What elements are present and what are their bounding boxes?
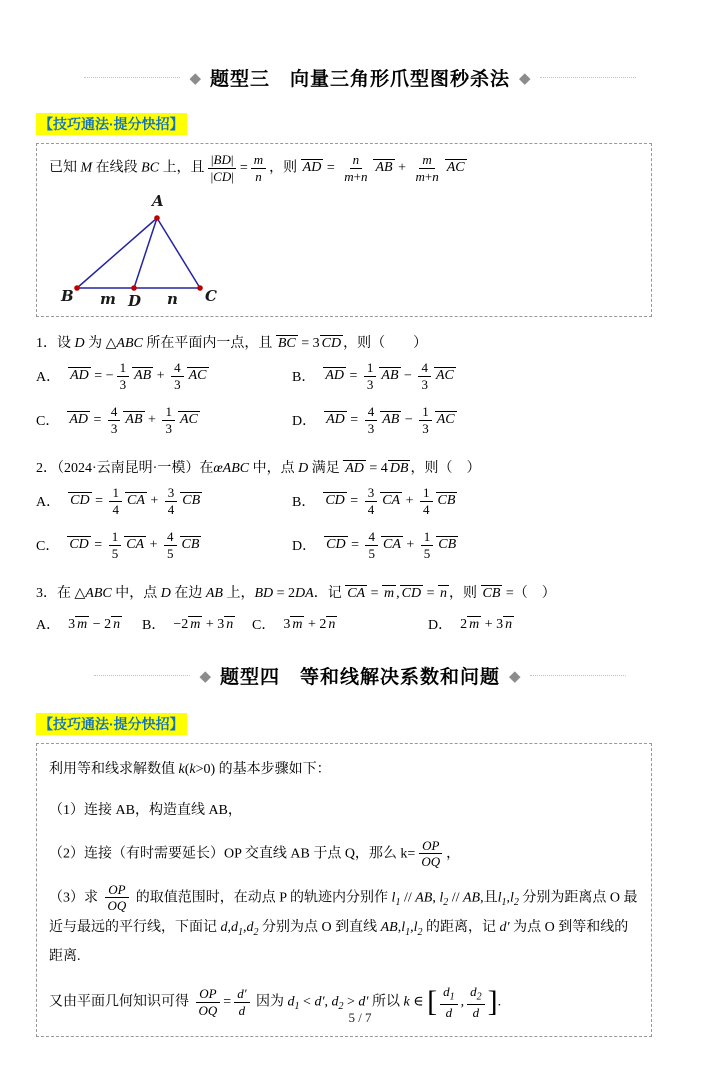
tip-line-4: （3）求 $\frac{OP}{OQ}$ 的取值范围时，在动点 P 的轨迹内分别作 $l_1$ // AB, $l_2$ // AB,且$l_1,l_2$ 分别为距离点 O 最近与最远的平行线，下面记 $d,d_1,d_2$ 分别为点 O 到直线 $AB,l_1,l_2$ 的距离，记 d′ 为点 O 到等和线的距离. bbox=[49, 881, 638, 965]
vertex-label-c: C bbox=[205, 287, 217, 306]
option-label: C． bbox=[252, 618, 276, 634]
claw-formula-line: 已知 M 在线段 BC 上，且 $\frac{|BD|}{|CD|}$ = $\frac{m}{n}$ ，则 AD = $\frac{n}{m+n}$ AB + $\frac{m}{m+n}$ AC bbox=[49, 152, 465, 184]
option-math: CD = $\frac{4}{5}$ CA + $\frac{1}{5}$ CB bbox=[326, 529, 457, 561]
vertex-label-b: B bbox=[61, 287, 74, 306]
tip-box-section4 bbox=[36, 743, 652, 1037]
triangle-diagram bbox=[55, 188, 475, 312]
page-content-2 bbox=[36, 689, 652, 1037]
option-item bbox=[292, 398, 652, 442]
option-item bbox=[36, 479, 292, 523]
option-label: C． bbox=[36, 414, 60, 430]
option-math: CD = $\frac{1}{5}$ CA + $\frac{4}{5}$ CB bbox=[69, 529, 200, 561]
option-label: D． bbox=[292, 414, 317, 430]
divider-dotline-left bbox=[94, 675, 190, 676]
page-footer: 5 / 7 bbox=[348, 1010, 372, 1025]
option-item bbox=[428, 612, 514, 636]
option-math: CD = $\frac{3}{4}$ CA + $\frac{1}{4}$ CB bbox=[325, 485, 456, 517]
option-item bbox=[36, 354, 292, 398]
option-math: AD = $\frac{4}{3}$ AB − $\frac{1}{3}$ AC bbox=[326, 404, 455, 436]
tip-line-1: 利用等和线求解数值 k(k>0) 的基本步骤如下： bbox=[49, 762, 331, 778]
diamond-icon: ◆ bbox=[199, 666, 211, 685]
diamond-icon: ◆ bbox=[189, 68, 201, 87]
page-content bbox=[36, 91, 652, 636]
option-math: AD = $\frac{1}{3}$ AB − $\frac{4}{3}$ AC bbox=[325, 360, 454, 392]
section-3-title: 题型三 向量三角形爪型图秒杀法 bbox=[209, 69, 510, 90]
section-3-heading bbox=[0, 64, 720, 91]
option-label: D． bbox=[428, 618, 453, 634]
section-4-title: 题型四 等和线解决系数和问题 bbox=[219, 667, 500, 689]
option-label: A． bbox=[36, 370, 61, 386]
divider-dotline-right bbox=[540, 77, 636, 78]
option-item bbox=[36, 523, 292, 567]
question-1-stem: 1．设 D 为 △ABC 所在平面内一点，且 BC = 3 CD ，则（ ） bbox=[36, 336, 428, 352]
option-label: C． bbox=[36, 539, 60, 555]
option-item bbox=[142, 612, 252, 636]
diamond-icon: ◆ bbox=[519, 68, 531, 87]
option-label: B． bbox=[292, 495, 316, 511]
option-item bbox=[36, 398, 292, 442]
tip-badge-section4: 【技巧通法·提分快招】 bbox=[36, 713, 187, 735]
question-2-stem: 2．（2024·云南昆明·一模）在œABC 中，点 D 满足 AD = 4 DB ，则（ ） bbox=[36, 461, 481, 477]
segment-label-m: m bbox=[100, 290, 116, 309]
option-math: −2 m + 3 n bbox=[173, 616, 234, 632]
diamond-icon: ◆ bbox=[509, 666, 521, 685]
tip-box-section3 bbox=[36, 143, 652, 317]
divider-dotline-left bbox=[84, 77, 180, 78]
tip-line-3: （2）连接（有时需要延长）OP 交直线 AB 于点 Q，那么 k= $\frac{OP}{OQ}$ ， bbox=[49, 837, 461, 870]
option-label: A． bbox=[36, 618, 61, 634]
question-2-options bbox=[36, 479, 652, 567]
segment-label-n: n bbox=[167, 290, 178, 309]
option-math: AD = − $\frac{1}{3}$ AB + $\frac{4}{3}$ AC bbox=[70, 360, 207, 392]
option-label: A． bbox=[36, 495, 61, 511]
tip-line-5: 又由平面几何知识可得 $\frac{OP}{OQ}$ = $\frac{d'}{d}$ 因为 $d_1 < d'$, $d_2 > d'$ 所以 k ∈ [ $\frac{d_1}{d}$ , $\frac{d_2}{d}$ ]. bbox=[49, 983, 502, 1020]
option-item bbox=[252, 612, 380, 636]
vertex-label-a: A bbox=[152, 192, 164, 211]
tip-line-2: （1）连接 AB，构造直线 AB， bbox=[49, 802, 242, 818]
option-item bbox=[292, 523, 652, 567]
question-3-stem: 3．在 △ABC 中，点 D 在边 AB 上，BD = 2DA．记 CA = m , CD = n ，则 CB =（ ） bbox=[36, 586, 556, 602]
divider-dotline-right bbox=[530, 675, 626, 676]
section-4-heading bbox=[0, 662, 720, 689]
tip-badge-section3: 【技巧通法·提分快招】 bbox=[36, 113, 187, 135]
option-math: 3 m − 2 n bbox=[68, 616, 121, 632]
option-item bbox=[292, 354, 652, 398]
question-1-options bbox=[36, 354, 652, 442]
option-math: CD = $\frac{1}{4}$ CA + $\frac{3}{4}$ CB bbox=[70, 485, 201, 517]
option-math: AD = $\frac{4}{3}$ AB + $\frac{1}{3}$ AC bbox=[69, 404, 198, 436]
option-item bbox=[292, 479, 652, 523]
option-math: 3 m + 2 n bbox=[283, 616, 336, 632]
option-math: 2 m + 3 n bbox=[460, 616, 513, 632]
vertex-label-d: D bbox=[128, 292, 142, 311]
question-3-options bbox=[36, 612, 652, 636]
option-label: B． bbox=[292, 370, 316, 386]
option-item bbox=[36, 612, 142, 636]
option-label: B． bbox=[142, 618, 166, 634]
option-label: D． bbox=[292, 539, 317, 555]
